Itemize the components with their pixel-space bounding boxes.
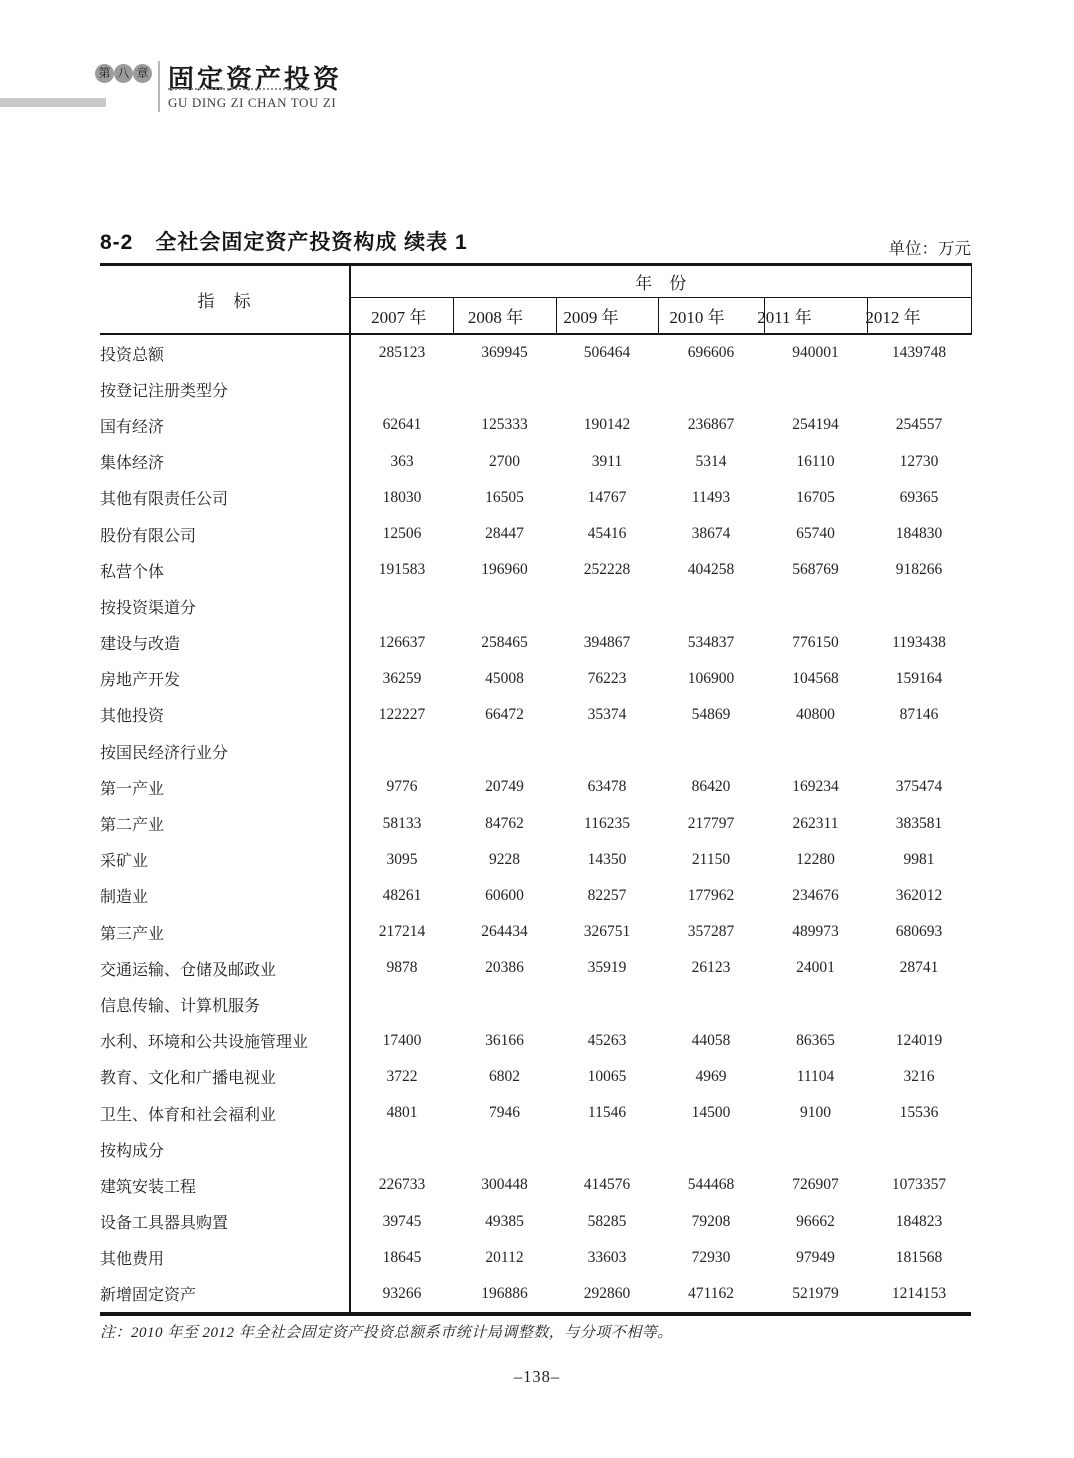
row-value: 18645 xyxy=(382,1248,422,1266)
table-row xyxy=(100,805,971,841)
row-value: 84762 xyxy=(485,814,524,832)
row-value: 2700 xyxy=(489,452,520,470)
row-value xyxy=(556,588,658,624)
row-label: 国有经济 xyxy=(100,407,350,443)
row-label: 教育、文化和广播电视业 xyxy=(100,1059,350,1095)
chapter-title: 固定资产投资 xyxy=(168,64,343,94)
row-value: 122227 xyxy=(378,705,426,723)
row-value: 184830 xyxy=(895,525,943,543)
year-header-cell xyxy=(453,298,556,335)
page-number: –138– xyxy=(513,1367,561,1386)
year-label: 2010 年 xyxy=(669,308,725,327)
row-value: 9878 xyxy=(386,959,418,977)
decorative-bar xyxy=(0,98,106,107)
table-row xyxy=(100,371,971,407)
row-value: 357287 xyxy=(687,923,735,941)
row-value: 14500 xyxy=(691,1104,731,1122)
header-divider xyxy=(158,61,160,112)
chapter-pinyin: GU DING ZI CHAN TOU ZI xyxy=(168,95,337,110)
row-value: 18030 xyxy=(382,488,422,506)
row-value: 33603 xyxy=(587,1248,627,1266)
row-value: 159164 xyxy=(895,669,943,687)
indicator-header-cell: 指 标 xyxy=(100,265,350,335)
table-row xyxy=(100,697,971,733)
row-value xyxy=(764,986,867,1022)
table-row xyxy=(100,914,971,950)
year-label: 2011 年 xyxy=(757,308,812,327)
table-row xyxy=(100,986,971,1022)
row-value: 87146 xyxy=(899,705,939,723)
row-value: 9981 xyxy=(903,850,935,868)
row-value: 9228 xyxy=(489,850,520,868)
row-value: 236867 xyxy=(687,416,735,434)
row-value xyxy=(453,733,556,769)
row-value: 116235 xyxy=(584,814,630,832)
row-value: 190142 xyxy=(583,416,631,434)
row-label: 私营个体 xyxy=(100,552,350,588)
row-value: 285123 xyxy=(378,344,426,362)
row-value: 60600 xyxy=(485,886,524,904)
row-value: 39745 xyxy=(382,1212,422,1230)
row-value: 254557 xyxy=(895,416,943,434)
row-value: 1073357 xyxy=(891,1176,947,1194)
row-label: 设备工具器具购置 xyxy=(100,1204,350,1240)
table-row xyxy=(100,625,971,661)
row-value: 69365 xyxy=(899,488,939,506)
row-value: 66472 xyxy=(485,705,524,723)
row-value: 394867 xyxy=(583,633,631,651)
row-value: 184823 xyxy=(895,1212,943,1230)
row-value: 726907 xyxy=(792,1176,839,1194)
row-value xyxy=(556,986,658,1022)
table-row xyxy=(100,588,971,624)
row-label: 卫生、体育和社会福利业 xyxy=(100,1095,350,1131)
chapter-badge xyxy=(95,64,152,83)
row-value: 471162 xyxy=(688,1284,734,1302)
row-value: 568769 xyxy=(792,561,839,579)
row-value: 262311 xyxy=(792,814,839,832)
table-row xyxy=(100,842,971,878)
year-group-header-cell: 年 份 xyxy=(350,265,971,298)
row-label: 集体经济 xyxy=(100,444,350,480)
row-value: 20386 xyxy=(485,959,524,977)
row-value: 9776 xyxy=(386,778,418,796)
row-value: 35374 xyxy=(587,705,627,723)
row-label: 信息传输、计算机服务 xyxy=(100,986,350,1022)
row-value: 48261 xyxy=(382,886,422,904)
row-value: 9100 xyxy=(800,1104,831,1122)
row-label: 投资总额 xyxy=(100,334,350,371)
row-value: 45263 xyxy=(587,1031,627,1049)
year-header-cell xyxy=(350,298,453,335)
row-value: 86420 xyxy=(691,778,731,796)
row-value: 6802 xyxy=(489,1067,520,1085)
row-value: 177962 xyxy=(687,886,735,904)
row-value: 106900 xyxy=(687,669,735,687)
table-row xyxy=(100,661,971,697)
row-label: 新增固定资产 xyxy=(100,1276,350,1314)
dotted-rule xyxy=(168,88,308,90)
row-value xyxy=(658,733,764,769)
row-value: 36166 xyxy=(485,1031,524,1049)
table-row xyxy=(100,1167,971,1203)
row-value: 489973 xyxy=(792,923,839,941)
year-label: 2012 年 xyxy=(865,308,921,327)
table-title: 8-2 全社会固定资产投资构成 续表 1 xyxy=(100,231,468,254)
row-value: 1439748 xyxy=(891,344,947,362)
row-value xyxy=(453,371,556,407)
row-value: 125333 xyxy=(481,416,528,434)
row-value: 12280 xyxy=(796,850,835,868)
row-value: 3216 xyxy=(903,1067,935,1085)
row-label: 其他有限责任公司 xyxy=(100,480,350,516)
row-value: 544468 xyxy=(687,1176,735,1194)
table-row xyxy=(100,480,971,516)
row-value xyxy=(350,986,453,1022)
row-value: 58285 xyxy=(587,1212,627,1230)
row-value: 4801 xyxy=(386,1104,418,1122)
row-label: 按登记注册类型分 xyxy=(100,371,350,407)
row-label: 第二产业 xyxy=(100,805,350,841)
row-value: 5314 xyxy=(695,452,727,470)
row-value: 264434 xyxy=(481,923,528,941)
row-value: 72930 xyxy=(691,1248,731,1266)
table-row xyxy=(100,552,971,588)
row-value: 521979 xyxy=(792,1284,839,1302)
row-value: 680693 xyxy=(895,923,943,941)
row-label: 水利、环境和公共设施管理业 xyxy=(100,1023,350,1059)
row-value xyxy=(764,1131,867,1167)
row-value: 14350 xyxy=(587,850,627,868)
row-label: 按投资渠道分 xyxy=(100,588,350,624)
row-value: 76223 xyxy=(587,669,627,687)
year-header-cell xyxy=(556,298,658,335)
row-value: 63478 xyxy=(587,778,627,796)
row-label: 制造业 xyxy=(100,878,350,914)
row-value: 97949 xyxy=(796,1248,835,1266)
row-value: 49385 xyxy=(485,1212,524,1230)
row-value: 10065 xyxy=(587,1067,627,1085)
row-value: 40800 xyxy=(796,705,835,723)
row-value: 58133 xyxy=(382,814,422,832)
table-row xyxy=(100,769,971,805)
row-value: 20112 xyxy=(485,1248,524,1266)
row-value: 11104 xyxy=(796,1067,835,1085)
row-label: 其他投资 xyxy=(100,697,350,733)
table-row xyxy=(100,1240,971,1276)
row-value xyxy=(556,733,658,769)
row-value: 35919 xyxy=(587,959,627,977)
row-value xyxy=(867,371,971,407)
row-value: 506464 xyxy=(583,344,631,362)
row-value xyxy=(453,588,556,624)
unit-label: 单位：万元 xyxy=(888,239,971,258)
row-value: 28447 xyxy=(485,525,524,543)
row-value: 54869 xyxy=(691,705,731,723)
table-row xyxy=(100,1095,971,1131)
row-value: 776150 xyxy=(792,633,839,651)
row-label: 采矿业 xyxy=(100,842,350,878)
row-value: 918266 xyxy=(895,561,943,579)
row-value: 940001 xyxy=(792,344,839,362)
row-value: 86365 xyxy=(796,1031,835,1049)
table-row xyxy=(100,950,971,986)
year-header-cell xyxy=(867,298,971,335)
row-value xyxy=(350,371,453,407)
year-label: 2007 年 xyxy=(371,308,427,327)
row-value: 1193438 xyxy=(892,633,946,651)
row-value xyxy=(867,588,971,624)
row-value: 363 xyxy=(390,452,414,470)
row-value: 191583 xyxy=(378,561,426,579)
row-value: 217797 xyxy=(687,814,735,832)
row-label: 交通运输、仓储及邮政业 xyxy=(100,950,350,986)
row-value: 375474 xyxy=(895,778,943,796)
row-value: 11546 xyxy=(587,1104,627,1122)
row-value xyxy=(658,986,764,1022)
table-body xyxy=(100,334,971,1314)
row-value: 258465 xyxy=(481,633,528,651)
badge-circle: 八 xyxy=(114,64,133,83)
row-value xyxy=(867,986,971,1022)
row-value xyxy=(764,733,867,769)
row-value: 7946 xyxy=(489,1104,520,1122)
row-value xyxy=(764,371,867,407)
year-label: 2009 年 xyxy=(563,308,619,327)
row-value: 362012 xyxy=(895,886,943,904)
table-row xyxy=(100,1204,971,1240)
row-value: 124019 xyxy=(895,1031,943,1049)
table-row xyxy=(100,1276,971,1314)
row-value: 414576 xyxy=(583,1176,631,1194)
badge-circle: 章 xyxy=(133,64,152,83)
row-value: 14767 xyxy=(587,488,627,506)
row-value: 82257 xyxy=(587,886,627,904)
row-value: 26123 xyxy=(691,959,731,977)
row-value: 17400 xyxy=(382,1031,422,1049)
row-value: 96662 xyxy=(796,1212,835,1230)
row-value: 21150 xyxy=(691,850,731,868)
row-label: 房地产开发 xyxy=(100,661,350,697)
table-row xyxy=(100,407,971,443)
table-row xyxy=(100,733,971,769)
header-row-group xyxy=(100,265,971,298)
row-value: 292860 xyxy=(583,1284,631,1302)
row-value xyxy=(453,1131,556,1167)
row-value: 217214 xyxy=(378,923,426,941)
table-note: 注：2010 年至 2012 年全社会固定资产投资总额系市统计局调整数，与分项不相等。 xyxy=(100,1325,673,1341)
row-value xyxy=(350,1131,453,1167)
row-value: 234676 xyxy=(792,886,839,904)
row-value: 45416 xyxy=(587,525,627,543)
row-value: 11493 xyxy=(691,488,731,506)
row-value xyxy=(867,1131,971,1167)
row-value: 24001 xyxy=(796,959,835,977)
row-value: 12730 xyxy=(899,452,939,470)
row-value: 1214153 xyxy=(891,1284,947,1302)
row-value: 16110 xyxy=(796,452,835,470)
row-value: 252228 xyxy=(583,561,631,579)
row-value: 93266 xyxy=(382,1284,422,1302)
table-row xyxy=(100,334,971,371)
badge-circle: 第 xyxy=(95,64,114,83)
row-value: 196886 xyxy=(481,1284,528,1302)
row-value: 404258 xyxy=(687,561,735,579)
row-label: 第一产业 xyxy=(100,769,350,805)
row-value: 169234 xyxy=(792,778,839,796)
row-value: 196960 xyxy=(481,561,528,579)
row-value xyxy=(453,986,556,1022)
row-value: 3911 xyxy=(591,452,623,470)
row-value xyxy=(556,1131,658,1167)
row-value xyxy=(658,1131,764,1167)
year-header-cell xyxy=(757,298,867,335)
row-value: 696606 xyxy=(687,344,735,362)
investment-table xyxy=(100,263,972,1316)
table-row xyxy=(100,1059,971,1095)
row-value: 126637 xyxy=(378,633,426,651)
row-value xyxy=(658,588,764,624)
row-value: 65740 xyxy=(796,525,835,543)
row-value xyxy=(556,371,658,407)
row-label: 建设与改造 xyxy=(100,625,350,661)
row-value: 44058 xyxy=(691,1031,731,1049)
row-value: 12506 xyxy=(382,525,422,543)
row-label: 按国民经济行业分 xyxy=(100,733,350,769)
table-row xyxy=(100,444,971,480)
row-value: 16505 xyxy=(485,488,524,506)
table-row xyxy=(100,878,971,914)
table-row xyxy=(100,516,971,552)
row-value: 534837 xyxy=(687,633,735,651)
row-value: 79208 xyxy=(691,1212,731,1230)
row-label: 其他费用 xyxy=(100,1240,350,1276)
row-label: 股份有限公司 xyxy=(100,516,350,552)
row-value xyxy=(867,733,971,769)
row-label: 第三产业 xyxy=(100,914,350,950)
row-value: 28741 xyxy=(899,959,939,977)
year-label: 2008 年 xyxy=(467,308,524,327)
table-row xyxy=(100,1023,971,1059)
row-value: 3095 xyxy=(386,850,418,868)
row-label: 按构成分 xyxy=(100,1131,350,1167)
row-value xyxy=(350,588,453,624)
row-value xyxy=(350,733,453,769)
table-row xyxy=(100,1131,971,1167)
row-value: 16705 xyxy=(796,488,835,506)
row-value: 326751 xyxy=(583,923,631,941)
row-value: 15536 xyxy=(899,1104,939,1122)
row-value: 38674 xyxy=(691,525,731,543)
row-value: 181568 xyxy=(895,1248,943,1266)
row-value: 62641 xyxy=(382,416,422,434)
row-value: 383581 xyxy=(895,814,943,832)
year-header-cell xyxy=(658,298,764,335)
row-value: 226733 xyxy=(378,1176,426,1194)
row-value: 254194 xyxy=(792,416,839,434)
row-value: 20749 xyxy=(485,778,524,796)
row-value: 45008 xyxy=(485,669,524,687)
row-value: 36259 xyxy=(382,669,422,687)
row-value xyxy=(764,588,867,624)
row-value: 104568 xyxy=(792,669,839,687)
row-value: 300448 xyxy=(481,1176,528,1194)
row-label: 建筑安装工程 xyxy=(100,1167,350,1203)
row-value xyxy=(658,371,764,407)
row-value: 3722 xyxy=(386,1067,418,1085)
row-value: 369945 xyxy=(481,344,528,362)
row-value: 4969 xyxy=(695,1067,727,1085)
